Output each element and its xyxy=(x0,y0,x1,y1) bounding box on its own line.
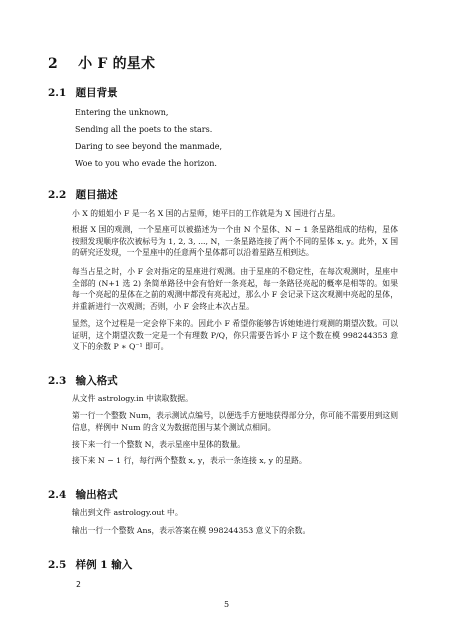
section-heading xyxy=(48,53,155,73)
subsection-heading-input xyxy=(48,373,118,388)
subsection-title: 题目背景 xyxy=(75,87,118,99)
paragraph-text: 输出到文件 astrology.out 中。 xyxy=(72,508,183,517)
paragraph-text: 接下来 N − 1 行，每行两个整数 x, y，表示一条连接 x, y 的星路。 xyxy=(72,456,307,465)
subsection-heading-output xyxy=(48,487,118,502)
description-paragraph xyxy=(62,318,398,353)
subsection-title: 输入格式 xyxy=(75,375,118,387)
subsection-number: 2.2 xyxy=(48,189,67,201)
paragraph-text: 根据 X 国的观测，一个星座可以被描述为一个由 N 个星体、N − 1 条星路组成的结构，星体按照发现顺序依次被标号为 1, 2, 3, ..., N，一条星路连接了两个不同的星体 x, y。此外，X 国的研究还发现，一个星座中的任意两个星体都可以沿着星路互相到达。 xyxy=(72,225,398,257)
input-paragraph xyxy=(62,393,398,405)
verse-line: Daring to see beyond the manmade, xyxy=(75,142,222,151)
subsection-title: 题目描述 xyxy=(75,189,118,201)
paragraph-text: 输出一行一个整数 Ans，表示答案在模 998244353 意义下的余数。 xyxy=(72,526,311,535)
subsection-heading-sample-input xyxy=(48,557,132,572)
background-verse xyxy=(75,107,222,175)
subsection-number: 2.4 xyxy=(48,489,67,501)
subsection-number: 2.5 xyxy=(48,559,67,571)
paragraph-text: 每当占星之时，小 F 会对指定的星座进行观测。由于星座的不稳定性，在每次观测时，星座中全部的 (N+1 选 2) 条简单路径中会有恰好一条亮起，每一条路径亮起的概率是相等的。如果每一个亮起的星体在之前的观测中都没有亮起过，那么小 F 会记录下这次观测中亮起的星体，并重新进行一次观测；否则，小 F 会终止本次占星。 xyxy=(72,267,398,311)
paragraph-text: 第一行一个整数 Num，表示测试点编号，以便选手方便地获得部分分，你可能不需要用到这则信息，样例中 Num 的含义为数据范围与某个测试点相同。 xyxy=(72,411,398,432)
input-paragraph xyxy=(62,455,398,467)
description-paragraph xyxy=(62,208,398,220)
verse-line: Sending all the poets to the stars. xyxy=(75,125,213,134)
subsection-title: 输出格式 xyxy=(75,489,118,501)
subsection-heading-description xyxy=(48,187,118,202)
paragraph-text: 显然，这个过程是一定会停下来的。因此小 F 希望你能够告诉她她进行观测的期望次数。可以证明，这个期望次数一定是一个有理数 P/Q，你只需要告诉小 F 这个数在模 998244353 意义下的余数 P ∗ Q⁻¹ 即可。 xyxy=(72,319,398,351)
page-number: 5 xyxy=(224,600,230,609)
subsection-heading-background xyxy=(48,85,118,100)
input-paragraph xyxy=(62,410,398,433)
output-paragraph xyxy=(62,507,398,519)
verse-line: Woe to you who evade the horizon. xyxy=(75,159,217,168)
paragraph-text: 接下来一行一个整数 N，表示星座中星体的数量。 xyxy=(72,440,246,449)
description-paragraph xyxy=(62,224,398,259)
section-number: 2 xyxy=(48,56,58,72)
sample-input-content: 2 xyxy=(76,580,81,589)
paragraph-text: 小 X 的姐姐小 F 是一名 X 国的占星师，她平日的工作就是为 X 国进行占星。 xyxy=(72,209,340,218)
description-paragraph xyxy=(62,266,398,312)
output-paragraph xyxy=(62,525,398,537)
section-title: 小 F 的星术 xyxy=(78,56,156,72)
subsection-title: 样例 1 输入 xyxy=(75,559,133,571)
verse-line: Entering the unknown, xyxy=(75,108,169,117)
input-paragraph xyxy=(62,439,398,451)
subsection-number: 2.1 xyxy=(48,87,67,99)
subsection-number: 2.3 xyxy=(48,375,67,387)
paragraph-text: 从文件 astrology.in 中读取数据。 xyxy=(72,394,193,403)
